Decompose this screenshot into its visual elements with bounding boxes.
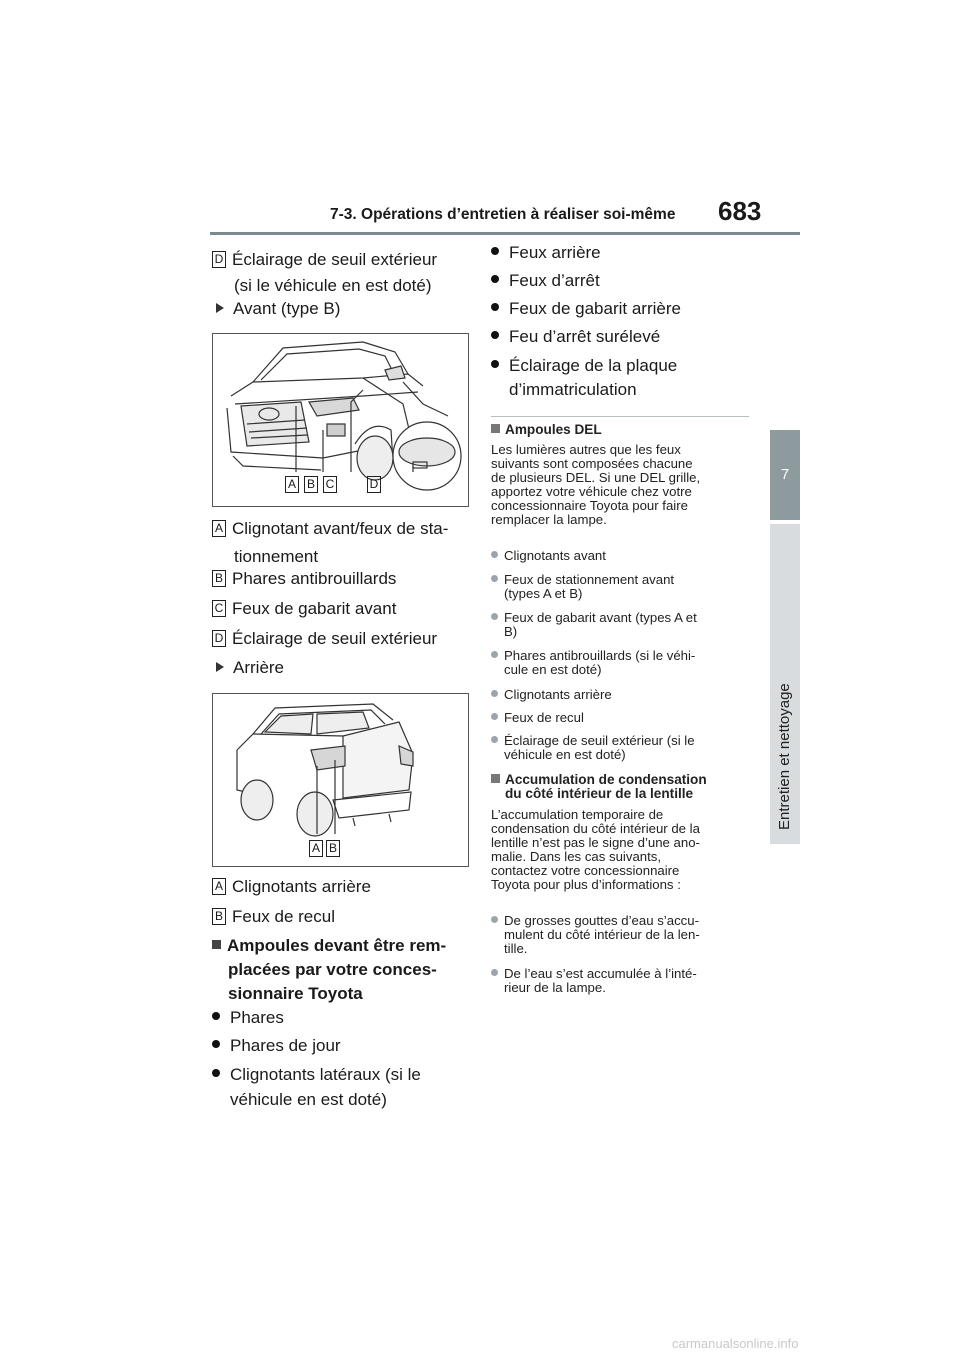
dot-bullet-icon xyxy=(212,1012,220,1020)
triangle-bullet-icon xyxy=(216,662,224,672)
square-bullet-icon xyxy=(212,940,221,949)
fig-label-b: B xyxy=(326,840,340,857)
rear-lamp-bullet: Éclairage de la plaque d’immatriculation xyxy=(491,355,677,401)
label-d: D xyxy=(212,251,226,268)
item-a-rear-turn: A Clignotants arrière xyxy=(212,876,371,898)
condensation-heading: Accumulation de condensation du côté intérieur de la lentille xyxy=(491,773,761,801)
dot-bullet-icon xyxy=(491,275,499,283)
chapter-tab-number: 7 xyxy=(770,430,800,520)
dot-bullet-icon xyxy=(491,713,498,720)
led-section xyxy=(491,423,761,527)
condensation-bullet: De grosses gouttes d’eau s’accu- mulent du côté intérieur de la len- tille. xyxy=(491,914,761,956)
dot-bullet-icon xyxy=(491,969,498,976)
fig-label-d: D xyxy=(367,476,381,493)
rear-lamp-bullet: Feu d’arrêt surélevé xyxy=(491,326,660,348)
item-a-front-turn: A Clignotant avant/feux de sta- tionnement xyxy=(212,518,448,568)
item-d-sill: D Éclairage de seuil extérieur xyxy=(212,628,437,650)
dot-bullet-icon xyxy=(491,247,499,255)
fig-label-a: A xyxy=(285,476,299,493)
rear-car-illustration xyxy=(212,693,469,867)
square-bullet-icon xyxy=(491,424,500,433)
led-heading: Ampoules DEL xyxy=(491,423,761,437)
front-car-illustration xyxy=(212,333,469,507)
dot-bullet-icon xyxy=(212,1069,220,1077)
fig-label-c: C xyxy=(323,476,337,493)
label-c: C xyxy=(212,600,226,617)
dot-bullet-icon xyxy=(491,551,498,558)
header-rule xyxy=(210,232,800,235)
item-b-fog: B Phares antibrouillards xyxy=(212,568,396,590)
dot-bullet-icon xyxy=(491,651,498,658)
item-d-exterior-sill: D Éclairage de seuil extérieur (si le véhicule en est doté) xyxy=(212,249,437,297)
dealer-bullet: Clignotants latéraux (si le véhicule en est doté) xyxy=(212,1064,421,1111)
item-b-reverse: B Feux de recul xyxy=(212,906,335,928)
led-bullet: Feux de stationnement avant (types A et B) xyxy=(491,573,761,601)
label-b: B xyxy=(212,570,226,587)
dealer-bulbs-heading: Ampoules devant être rem- placées par votre conces- sionnaire Toyota xyxy=(212,934,446,1006)
square-bullet-icon xyxy=(491,774,500,783)
dot-bullet-icon xyxy=(491,690,498,697)
dot-bullet-icon xyxy=(491,575,498,582)
dot-bullet-icon xyxy=(212,1040,220,1048)
dealer-bullet: Phares de jour xyxy=(212,1035,341,1057)
dot-bullet-icon xyxy=(491,613,498,620)
front-heading: Avant (type B) xyxy=(216,298,340,320)
led-bullet: Phares antibrouillards (si le véhi- cule en est doté) xyxy=(491,649,761,677)
rear-heading: Arrière xyxy=(216,657,284,679)
rear-lamp-bullet: Feux d’arrêt xyxy=(491,270,600,292)
dot-bullet-icon xyxy=(491,331,499,339)
condensation-section xyxy=(491,773,761,892)
led-bullet: Feux de gabarit avant (types A et B) xyxy=(491,611,761,639)
led-bullet: Clignotants avant xyxy=(491,549,761,563)
led-bullet: Feux de recul xyxy=(491,711,761,725)
dot-bullet-icon xyxy=(491,360,499,368)
triangle-bullet-icon xyxy=(216,303,224,313)
label-d: D xyxy=(212,630,226,647)
led-intro: Les lumières autres que les feux suivants sont composées chacune de plusieurs DEL. Si une DEL grille, apportez votre véhicule chez votre concessionnaire Toyota pour faire remplacer la lampe. xyxy=(491,442,701,527)
label-a: A xyxy=(212,878,226,895)
rear-lamp-bullet: Feux de gabarit arrière xyxy=(491,298,681,320)
dot-bullet-icon xyxy=(491,303,499,311)
rear-lamp-bullet: Feux arrière xyxy=(491,242,601,264)
page-number: 683 xyxy=(718,196,762,226)
section-divider xyxy=(491,416,749,417)
dealer-bullet: Phares xyxy=(212,1007,284,1029)
watermark: carmanualsonline.info xyxy=(672,1336,799,1351)
front-figure-labels xyxy=(285,476,387,495)
label-b: B xyxy=(212,908,226,925)
chapter-tab-label: Entretien et nettoyage xyxy=(776,683,793,830)
dot-bullet-icon xyxy=(491,916,498,923)
label-a: A xyxy=(212,520,226,537)
section-title: 7-3. Opérations d’entretien à réaliser soi-même xyxy=(330,206,676,223)
led-bullet: Clignotants arrière xyxy=(491,688,761,702)
condensation-bullet: De l’eau s’est accumulée à l’inté- rieur de la lampe. xyxy=(491,967,761,995)
condensation-intro: L’accumulation temporaire de condensation du côté intérieur de la lentille n’est pas le signe d’une ano- malie. Dans les cas suivants, contactez votre concessionnaire Toyota pour plus d’informations : xyxy=(491,807,700,892)
led-bullet: Éclairage de seuil extérieur (si le véhicule en est doté) xyxy=(491,734,761,762)
item-c-front-clearance: C Feux de gabarit avant xyxy=(212,598,396,620)
fig-label-b: B xyxy=(304,476,318,493)
dot-bullet-icon xyxy=(491,736,498,743)
fig-label-a: A xyxy=(309,840,323,857)
rear-figure-labels xyxy=(309,840,346,859)
